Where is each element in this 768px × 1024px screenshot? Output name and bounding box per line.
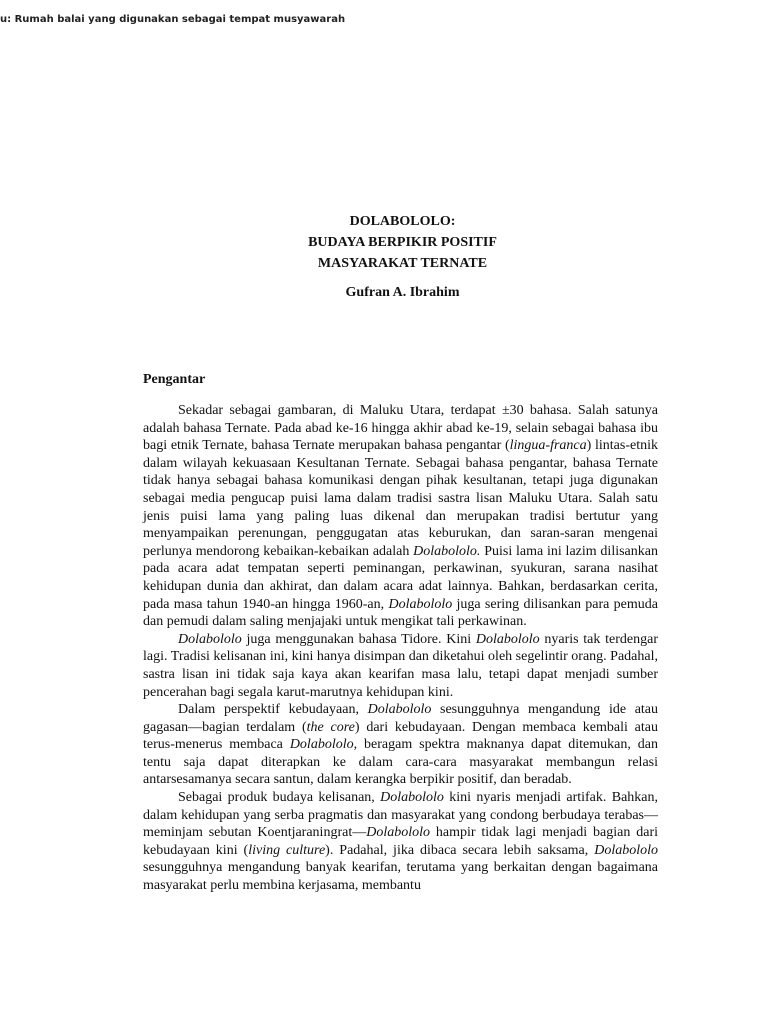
text-run: kini nyaris menjadi artifak. Bahkan, dalam kehidupan yang serba pragmatis dan masyarakat yang condong berbudaya terabas—meminjam sebutan Koentjaraningrat— xyxy=(143,790,659,841)
text-run: Sebagai produk budaya kelisanan, xyxy=(178,790,381,806)
text-run: sesungguhnya mengandung ide atau gagasan—bagian terdalam ( xyxy=(143,702,659,735)
italic-run: the core xyxy=(306,719,355,735)
italic-run: Dolabololo xyxy=(367,702,432,718)
paragraph xyxy=(143,789,658,895)
text-run: ) lintas-etnik dalam wilayah kekuasaan Kesultanan Ternate. Sebagai bahasa pengantar, bahasa Ternate tidak hanya sebagai bahasa komunikasi dengan pihak kesultanan, tetapi juga digunakan sebagai media pengucap puisi lama dalam tradisi sastra lisan Maluku Utara. Salah satu jenis puisi lama yang paling luas dikenal dan merupakan tradisi bertutur yang menyampaikan perenungan, penggugatan atas keburukan, dan saran-saran mengenai perlunya mendorong kebaikan-kebaikan adalah xyxy=(143,438,658,559)
italic-run: Dolabololo xyxy=(380,790,444,806)
italic-run: living culture xyxy=(248,842,326,858)
text-run: nyaris tak terdengar lagi. Tradisi kelisanan ini, kini hanya disimpan dan diketahui oleh segelintir orang. Padahal, sastra lisan ini tidak saja kaya akan kearifan masa lalu, tetapi dapat menjadi sumber pencerahan bagi segala karut-marutnya kehidupan kini. xyxy=(143,631,658,700)
paragraph xyxy=(143,402,658,631)
italic-run: Dolabololo xyxy=(366,825,430,841)
text-run: , beragam spektra maknanya dapat ditemukan, dan tentu saja dapat diterapkan ke dalam cara-cara masyarakat membangun relasi antarsesamanya secara santun, dalam kerangka berpikir positif, dan beradab. xyxy=(143,737,658,788)
text-run: ) dari kebudayaan. Dengan membaca kembali atau terus-menerus membaca xyxy=(143,719,658,753)
italic-run: Dolabololo. xyxy=(413,543,481,559)
text-run: Puisi lama ini lazim dilisankan pada acara adat tempatan seperti peminangan, perkawinan, syukuran, sarana nasihat kehidupan dunia dan akhirat, dan dalam acara adat lainnya. Bahkan, berdasarkan cerita, pada masa tahun 1940-an hingga 1960-an, xyxy=(143,543,658,612)
paragraph xyxy=(143,701,658,789)
title-line-2: BUDAYA BERPIKIR POSITIF xyxy=(308,235,497,250)
italic-run: Dolabololo xyxy=(475,631,540,647)
italic-run: Dolabololo xyxy=(178,631,242,647)
page-caption: u: Rumah balai yang digunakan sebagai tempat musyawarah xyxy=(0,14,346,25)
document-title xyxy=(0,211,768,274)
italic-run: Dolabololo xyxy=(594,842,658,858)
author-name: Gufran A. Ibrahim xyxy=(345,285,460,300)
italic-run: Dolabololo xyxy=(289,737,354,753)
text-run: sesungguhnya mengandung banyak kearifan, terutama yang berkaitan dengan bagaimana masyarakat perlu membina kerjasama, membantu xyxy=(143,860,658,894)
title-line-1: DOLABOLOLO: xyxy=(349,214,456,229)
section-heading: Pengantar xyxy=(143,372,206,387)
paragraph xyxy=(143,631,658,701)
text-run: Sekadar sebagai gambaran, di Maluku Utara, terdapat ±30 bahasa. Salah satunya adalah bahasa Ternate. Pada abad ke-16 hingga akhir abad ke-19, selain sebagai bahasa ibu bagi etnik Ternate, bahasa Ternate merupakan bahasa pengantar ( xyxy=(143,403,658,454)
text-run: juga sering dilisankan para pemuda dan pemudi dalam saling menjajaki untuk mengikat tali perkawinan. xyxy=(143,596,658,630)
text-run: juga menggunakan bahasa Tidore. Kini xyxy=(241,631,476,647)
body-text xyxy=(143,402,658,895)
title-line-3: MASYARAKAT TERNATE xyxy=(317,256,488,271)
italic-run: lingua-franca xyxy=(509,438,587,454)
italic-run: Dolabololo xyxy=(388,596,453,612)
text-run: Dalam perspektif kebudayaan, xyxy=(178,702,368,718)
text-run: ). Padahal, jika dibaca secara lebih saksama, xyxy=(325,842,595,858)
text-run: hampir tidak lagi menjadi bagian dari kebudayaan kini ( xyxy=(143,825,658,858)
